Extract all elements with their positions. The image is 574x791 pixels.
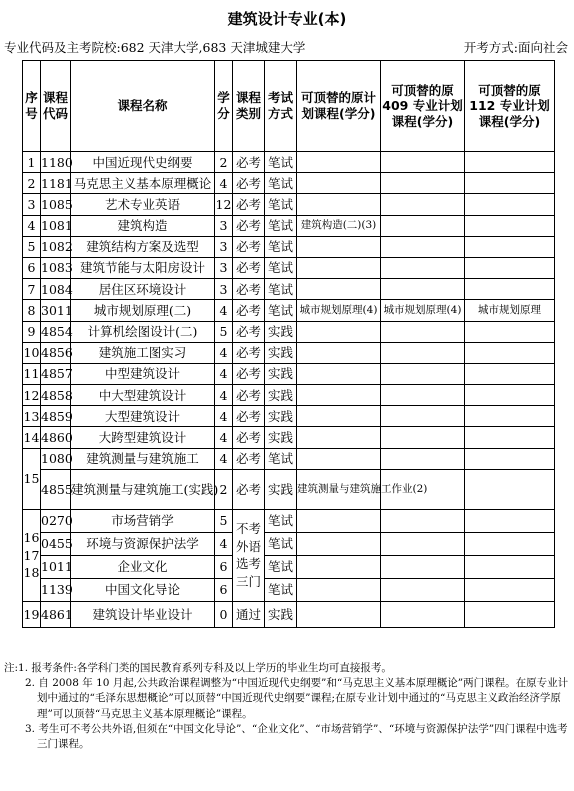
table-row <box>23 555 555 578</box>
name-cell: 计算机绘图设计(二) <box>71 321 215 342</box>
name-cell: 市场营销学 <box>71 509 215 532</box>
replace3-cell <box>465 279 555 300</box>
replace1-cell <box>297 342 381 363</box>
seq-cell: 11 <box>23 363 41 384</box>
replace3-cell <box>465 342 555 363</box>
replace3-cell <box>465 601 555 627</box>
exam-cell: 实践 <box>265 427 297 448</box>
credit-cell: 4 <box>215 173 233 194</box>
table-row <box>23 448 555 469</box>
exam-cell: 笔试 <box>265 236 297 257</box>
replace1-cell <box>297 427 381 448</box>
seq-cell: 8 <box>23 300 41 321</box>
name-cell: 环境与资源保护法学 <box>71 532 215 555</box>
name-cell: 建筑测量与建筑施工 <box>71 448 215 469</box>
replace3-cell: 城市规划原理 <box>465 300 555 321</box>
credit-cell: 5 <box>215 321 233 342</box>
table-row <box>23 215 555 236</box>
table-row <box>23 300 555 321</box>
code-cell: 1083 <box>41 257 71 278</box>
replace1-cell <box>297 173 381 194</box>
replace3-cell <box>465 173 555 194</box>
replace2-cell <box>381 427 465 448</box>
header-credit: 学分 <box>215 61 233 152</box>
replace3-cell <box>465 236 555 257</box>
name-cell: 中国文化导论 <box>71 578 215 601</box>
course-table <box>22 60 555 628</box>
replace1-cell <box>297 509 381 532</box>
header-row <box>23 61 555 152</box>
replace2-cell <box>381 601 465 627</box>
replace1-cell <box>297 601 381 627</box>
credit-cell: 4 <box>215 427 233 448</box>
table-row <box>23 469 555 509</box>
replace1-cell <box>297 578 381 601</box>
type-cell: 通过 <box>233 601 265 627</box>
type-cell: 必考 <box>233 215 265 236</box>
replace3-cell <box>465 469 555 509</box>
replace3-cell <box>465 427 555 448</box>
replace1-cell <box>297 194 381 215</box>
replace2-cell <box>381 257 465 278</box>
institution-info: 专业代码及主考院校:682 天津大学,683 天津城建大学 <box>4 40 306 55</box>
type-cell: 必考 <box>233 321 265 342</box>
replace2-cell <box>381 194 465 215</box>
replace1-cell <box>297 279 381 300</box>
code-cell: 1181 <box>41 173 71 194</box>
exam-cell: 笔试 <box>265 215 297 236</box>
header-type: 课程类别 <box>233 61 265 152</box>
name-cell: 居住区环境设计 <box>71 279 215 300</box>
table-row <box>23 601 555 627</box>
credit-cell: 0 <box>215 601 233 627</box>
type-cell: 必考 <box>233 236 265 257</box>
table-row <box>23 194 555 215</box>
exam-cell: 实践 <box>265 342 297 363</box>
code-cell: 4859 <box>41 406 71 427</box>
code-cell: 0270 <box>41 509 71 532</box>
replace2-cell <box>381 578 465 601</box>
code-cell: 1139 <box>41 578 71 601</box>
replace1-cell: 建筑测量与建筑施工作业(2) <box>297 469 381 509</box>
replace2-cell <box>381 448 465 469</box>
replace3-cell <box>465 555 555 578</box>
type-cell <box>233 509 265 601</box>
header-exam: 考试方式 <box>265 61 297 152</box>
replace2-cell <box>381 509 465 532</box>
exam-cell: 笔试 <box>265 257 297 278</box>
name-cell: 中大型建筑设计 <box>71 385 215 406</box>
table-row <box>23 363 555 384</box>
code-cell: 3011 <box>41 300 71 321</box>
table-row <box>23 257 555 278</box>
major-info <box>4 38 570 56</box>
table-row <box>23 152 555 173</box>
type-cell: 必考 <box>233 427 265 448</box>
replace3-cell <box>465 509 555 532</box>
type-cell: 必考 <box>233 194 265 215</box>
type-cell: 必考 <box>233 448 265 469</box>
code-cell: 4855 <box>41 469 71 509</box>
seq-cell: 2 <box>23 173 41 194</box>
note-1: 注:1. 报考条件:各学科门类的国民教育系列专科及以上学历的毕业生均可直接报考。 <box>4 662 392 674</box>
replace3-cell <box>465 385 555 406</box>
replace2-cell <box>381 532 465 555</box>
code-cell: 1180 <box>41 152 71 173</box>
seq-cell: 6 <box>23 257 41 278</box>
exam-cell: 笔试 <box>265 532 297 555</box>
type-cell: 必考 <box>233 173 265 194</box>
credit-cell: 6 <box>215 578 233 601</box>
replace2-cell <box>381 215 465 236</box>
seq-cell: 14 <box>23 427 41 448</box>
replace3-cell <box>465 152 555 173</box>
seq-cell: 12 <box>23 385 41 406</box>
header-replace1: 可顶替的原计划课程(学分) <box>297 61 381 152</box>
table-row <box>23 385 555 406</box>
name-cell: 大型建筑设计 <box>71 406 215 427</box>
replace3-cell <box>465 448 555 469</box>
exam-cell: 笔试 <box>265 448 297 469</box>
name-cell: 建筑施工图实习 <box>71 342 215 363</box>
name-cell: 建筑节能与太阳房设计 <box>71 257 215 278</box>
exam-cell: 笔试 <box>265 300 297 321</box>
exam-cell: 笔试 <box>265 509 297 532</box>
code-cell: 1085 <box>41 194 71 215</box>
replace2-cell <box>381 279 465 300</box>
header-name: 课程名称 <box>71 61 215 152</box>
credit-cell: 12 <box>215 194 233 215</box>
credit-cell: 4 <box>215 406 233 427</box>
credit-cell: 4 <box>215 363 233 384</box>
page-title: 建筑设计专业(本) <box>227 10 347 28</box>
credit-cell: 2 <box>215 152 233 173</box>
header-replace3: 可顶替的原 112 专业计划课程(学分) <box>465 61 555 152</box>
seq-cell: 3 <box>23 194 41 215</box>
code-cell: 4857 <box>41 363 71 384</box>
code-cell: 4860 <box>41 427 71 448</box>
name-cell: 中型建筑设计 <box>71 363 215 384</box>
replace2-cell <box>381 342 465 363</box>
replace1-cell: 建筑构造(二)(3) <box>297 215 381 236</box>
exam-cell: 笔试 <box>265 279 297 300</box>
table-row <box>23 279 555 300</box>
replace1-cell <box>297 555 381 578</box>
credit-cell: 3 <box>215 279 233 300</box>
type-cell: 必考 <box>233 279 265 300</box>
replace2-cell: 城市规划原理(4) <box>381 300 465 321</box>
replace3-cell <box>465 406 555 427</box>
replace2-cell <box>381 406 465 427</box>
seq-cell: 19 <box>23 601 41 627</box>
exam-cell: 笔试 <box>265 152 297 173</box>
code-cell: 4858 <box>41 385 71 406</box>
exam-cell: 实践 <box>265 406 297 427</box>
type-cell: 必考 <box>233 342 265 363</box>
type-line-4: 三门 <box>235 573 261 589</box>
replace2-cell <box>381 363 465 384</box>
note-2: 2. 自 2008 年 10 月起,公共政治课程调整为“中国近现代史纲要”和“马克思主义基本原理概论”两门课程。在原专业计划中通过的“毛泽东思想概论”可以顶替“中国近现代史纲要”课程;在原专业计划中通过的“马克思主义政治经济学原理”可以顶替“马克思主义基本原理概论”课程。 <box>25 677 569 720</box>
type-cell: 必考 <box>233 257 265 278</box>
name-cell: 艺术专业英语 <box>71 194 215 215</box>
name-cell: 建筑测量与建筑施工(实践) <box>71 469 215 509</box>
note-3: 3. 考生可不考公共外语,但须在“中国文化导论”、“企业文化”、“市场营销学”、“环境与资源保护法学”四门课程中选考三门课程。 <box>25 722 568 751</box>
seq-cell <box>23 509 41 601</box>
exam-cell: 笔试 <box>265 555 297 578</box>
credit-cell: 4 <box>215 300 233 321</box>
table-row <box>23 509 555 532</box>
seq-cell: 10 <box>23 342 41 363</box>
code-cell: 1081 <box>41 215 71 236</box>
credit-cell: 3 <box>215 215 233 236</box>
credit-cell: 4 <box>215 385 233 406</box>
seq-cell: 15 <box>23 448 41 509</box>
seq-cell: 5 <box>23 236 41 257</box>
type-cell: 必考 <box>233 363 265 384</box>
replace2-cell <box>381 173 465 194</box>
name-cell: 建筑构造 <box>71 215 215 236</box>
name-cell: 建筑设计毕业设计 <box>71 601 215 627</box>
type-line-2: 外语 <box>235 538 261 554</box>
name-cell: 大跨型建筑设计 <box>71 427 215 448</box>
replace1-cell: 城市规划原理(4) <box>297 300 381 321</box>
credit-cell: 6 <box>215 555 233 578</box>
name-cell: 建筑结构方案及选型 <box>71 236 215 257</box>
header-seq: 序号 <box>23 61 41 152</box>
header-replace2: 可顶替的原 409 专业计划课程(学分) <box>381 61 465 152</box>
table-row <box>23 427 555 448</box>
seq-18: 18 <box>23 565 40 581</box>
table-row <box>23 173 555 194</box>
replace3-cell <box>465 194 555 215</box>
type-cell: 必考 <box>233 300 265 321</box>
seq-cell: 1 <box>23 152 41 173</box>
code-cell: 1080 <box>41 448 71 469</box>
replace2-cell <box>381 236 465 257</box>
exam-cell: 实践 <box>265 469 297 509</box>
code-cell: 1011 <box>41 555 71 578</box>
code-cell: 1084 <box>41 279 71 300</box>
code-cell: 4854 <box>41 321 71 342</box>
replace1-cell <box>297 321 381 342</box>
notes-section <box>4 661 570 752</box>
type-cell: 必考 <box>233 152 265 173</box>
seq-cell: 4 <box>23 215 41 236</box>
name-cell: 城市规划原理(二) <box>71 300 215 321</box>
credit-cell: 3 <box>215 257 233 278</box>
seq-cell: 13 <box>23 406 41 427</box>
replace1-cell <box>297 236 381 257</box>
replace3-cell <box>465 257 555 278</box>
name-cell: 中国近现代史纲要 <box>71 152 215 173</box>
seq-cell: 7 <box>23 279 41 300</box>
header-code: 课程代码 <box>41 61 71 152</box>
replace3-cell <box>465 532 555 555</box>
exam-cell: 笔试 <box>265 578 297 601</box>
exam-cell: 实践 <box>265 385 297 406</box>
replace2-cell <box>381 152 465 173</box>
code-cell: 4856 <box>41 342 71 363</box>
table-row <box>23 236 555 257</box>
exam-mode: 开考方式:面向社会 <box>463 40 568 55</box>
exam-cell: 实践 <box>265 321 297 342</box>
code-cell: 4861 <box>41 601 71 627</box>
type-line-1: 不考 <box>235 521 261 537</box>
replace1-cell <box>297 152 381 173</box>
replace3-cell <box>465 363 555 384</box>
replace1-cell <box>297 385 381 406</box>
replace3-cell <box>465 578 555 601</box>
name-cell: 企业文化 <box>71 555 215 578</box>
table-row <box>23 406 555 427</box>
seq-17: 17 <box>23 547 40 563</box>
replace1-cell <box>297 363 381 384</box>
replace1-cell <box>297 448 381 469</box>
exam-cell: 笔试 <box>265 194 297 215</box>
replace1-cell <box>297 257 381 278</box>
name-cell: 马克思主义基本原理概论 <box>71 173 215 194</box>
table-row <box>23 532 555 555</box>
exam-cell: 实践 <box>265 601 297 627</box>
credit-cell: 4 <box>215 448 233 469</box>
exam-cell: 实践 <box>265 363 297 384</box>
seq-cell: 9 <box>23 321 41 342</box>
credit-cell: 4 <box>215 532 233 555</box>
replace3-cell <box>465 321 555 342</box>
type-line-3: 选考 <box>235 556 261 572</box>
credit-cell: 2 <box>215 469 233 509</box>
replace3-cell <box>465 215 555 236</box>
replace2-cell <box>381 321 465 342</box>
type-cell: 必考 <box>233 385 265 406</box>
table-row <box>23 578 555 601</box>
credit-cell: 4 <box>215 342 233 363</box>
replace2-cell <box>381 555 465 578</box>
table-row <box>23 342 555 363</box>
seq-16: 16 <box>23 530 40 546</box>
replace1-cell <box>297 532 381 555</box>
exam-cell: 笔试 <box>265 173 297 194</box>
type-cell: 必考 <box>233 406 265 427</box>
type-cell: 必考 <box>233 469 265 509</box>
code-cell: 0455 <box>41 532 71 555</box>
credit-cell: 5 <box>215 509 233 532</box>
replace1-cell <box>297 406 381 427</box>
code-cell: 1082 <box>41 236 71 257</box>
table-row <box>23 321 555 342</box>
replace2-cell <box>381 385 465 406</box>
credit-cell: 3 <box>215 236 233 257</box>
